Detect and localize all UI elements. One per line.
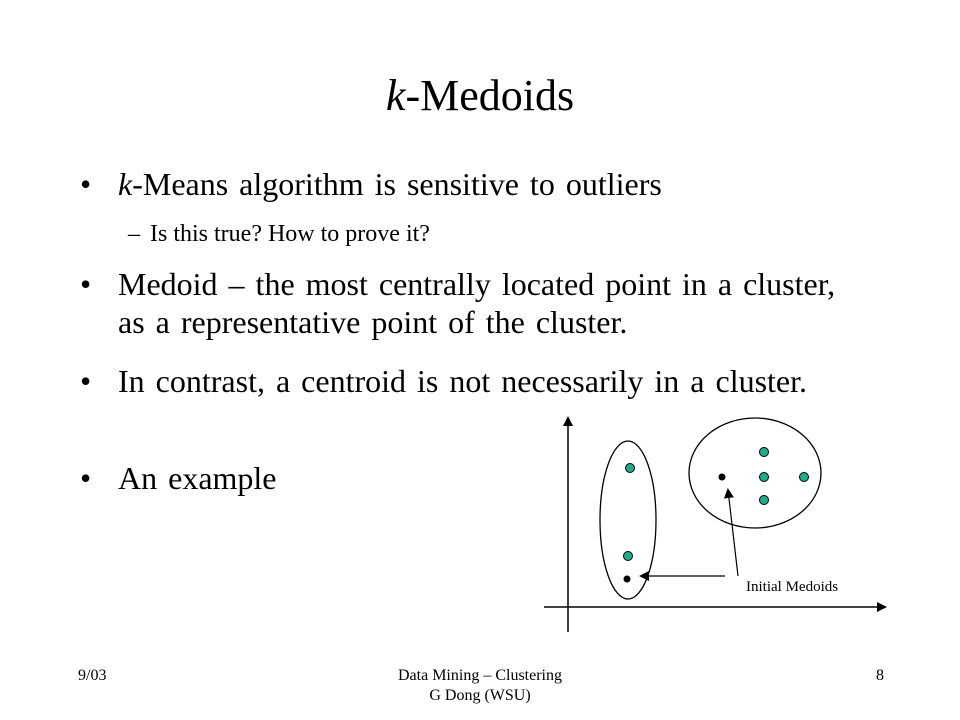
bullet-centroid	[80, 362, 840, 400]
slide-title	[0, 68, 960, 124]
bullet-italic-k: k	[118, 166, 133, 202]
footer-date: 9/03	[78, 667, 107, 684]
title-italic-k: k	[385, 71, 406, 120]
subbullet-text: Is this true? How to prove it?	[150, 221, 430, 247]
medoid-arrow-up	[728, 490, 738, 576]
footer-center	[330, 666, 630, 706]
subbullet-prove	[128, 219, 728, 249]
medoid-example-diagram	[530, 405, 900, 640]
title-rest: -Medoids	[405, 71, 575, 120]
data-point	[760, 473, 769, 482]
bullet-dot: •	[80, 166, 92, 202]
bullet-text: In contrast, a centroid is not necessarily in a cluster.	[118, 363, 808, 399]
bullet-text: An example	[118, 460, 277, 496]
bullet-text	[118, 165, 840, 203]
data-point	[624, 552, 633, 561]
footer-course: Data Mining – Clustering	[398, 667, 562, 684]
bullet-kmeans	[80, 165, 840, 203]
initial-medoids-label: Initial Medoids	[746, 579, 839, 595]
medoid-point	[719, 474, 726, 481]
bullet-dot: •	[80, 363, 92, 399]
bullet-dot: •	[80, 460, 92, 496]
page-number: 8	[876, 667, 884, 684]
bullet-dot: •	[80, 266, 92, 302]
footer-author: G Dong (WSU)	[429, 687, 531, 704]
data-point	[760, 496, 769, 505]
medoid-point	[624, 576, 631, 583]
bullet-text: Medoid – the most centrally located point in a cluster, as a representative point of the cluster.	[118, 266, 836, 340]
data-point	[800, 473, 809, 482]
data-point	[626, 464, 635, 473]
bullet-kmeans-rest: -Means algorithm is sensitive to outliers	[132, 166, 662, 202]
subbullet-dash: –	[128, 221, 140, 247]
bullet-medoid	[80, 265, 840, 341]
data-point	[760, 448, 769, 457]
